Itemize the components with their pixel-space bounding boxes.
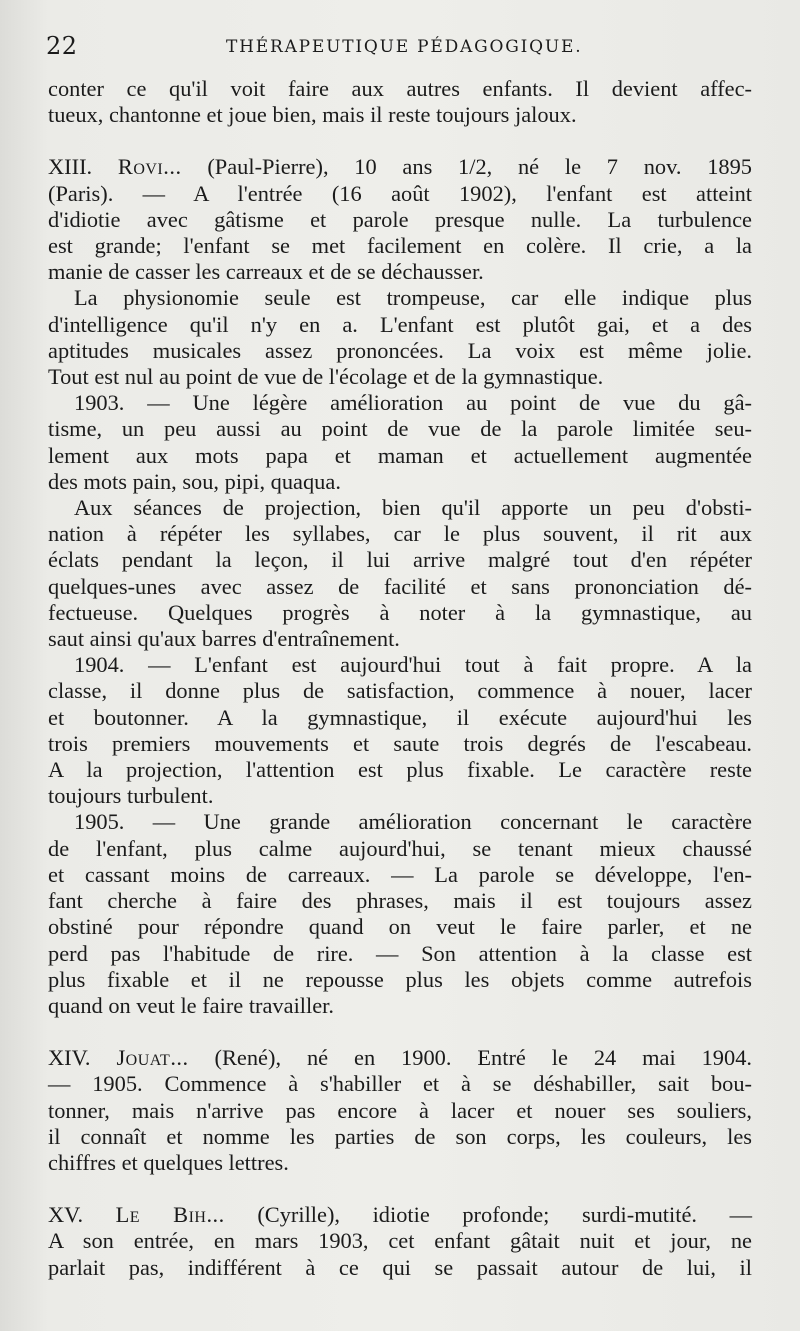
text-line: — 1905. Commence à s'habiller et à se déshabiller, sait bou- [48,1071,752,1097]
text-line: et boutonner. A la gymnastique, il exécute aujourd'hui les [48,704,752,730]
paragraph-1904 [48,652,752,809]
text-line: toujours turbulent. [48,783,214,809]
text-line: A son entrée, en mars 1903, cet enfant gâtait nuit et jour, ne [48,1228,752,1254]
text-line: quelques-unes avec assez de facilité et sans prononciation dé- [48,573,752,599]
text-line: de l'enfant, plus calme aujourd'hui, se tenant mieux chaussé [48,835,752,861]
text-line: chiffres et quelques lettres. [48,1149,289,1175]
paragraph-projection [48,495,752,652]
patient-name: Jouat... [116,1045,189,1071]
line-rest: (Paul-Pierre), 10 ans 1/2, né le 7 nov. 1895 [207,154,752,180]
text-line [48,1045,752,1071]
text-line: perd pas l'habitude de rire. — Son attention à la classe est [48,940,752,966]
text-line: trois premiers mouvements et saute trois degrés de l'escabeau. [48,730,752,756]
text-line: quand on veut le faire travailler. [48,992,334,1018]
text-line: d'intelligence qu'il n'y en a. L'enfant est plutôt gai, et a des [48,311,752,337]
case-xiv [48,1045,752,1176]
patient-name: Rovi... [117,154,182,180]
paragraph-physionomie [48,285,752,390]
page-number: 22 [46,32,78,60]
text-line: fectueuse. Quelques progrès à noter à la gymnastique, au [48,599,752,625]
text-line: plus fixable et il ne repousse plus les objets comme autrefois [48,966,752,992]
running-title: THÉRAPEUTIQUE PÉDAGOGIQUE. [226,37,583,57]
case-number: XV. [48,1202,84,1228]
text-line: A la projection, l'attention est plus fixable. Le caractère reste [48,757,752,783]
text-line: tueux, chantonne et joue bien, mais il reste toujours jaloux. [48,102,577,128]
text-line: conter ce qu'il voit faire aux autres enfants. Il devient affec- [48,76,752,101]
text-line: 1904. — L'enfant est aujourd'hui tout à fait propre. A la [74,652,752,678]
case-xv [48,1202,752,1281]
body-text [48,76,752,1281]
text-line: et cassant moins de carreaux. — La parole se développe, l'en- [48,861,752,887]
text-line: Aux séances de projection, bien qu'il apporte un peu d'obsti- [74,495,752,521]
text-line: 1903. — Une légère amélioration au point de vue du gâ- [74,390,752,416]
text-line: classe, il donne plus de satisfaction, commence à nouer, lacer [48,678,752,704]
text-line: parlait pas, indifférent à ce qui se passait autour de lui, il [48,1254,752,1280]
paragraph-1905 [48,809,752,1019]
text-line: La physionomie seule est trompeuse, car elle indique plus [74,285,752,311]
text-line: fant cherche à faire des phrases, mais il est toujours assez [48,888,752,914]
text-line: tonner, mais n'arrive pas encore à lacer et nouer ses souliers, [48,1097,752,1123]
text-line [48,1202,752,1228]
text-line: saut ainsi qu'aux barres d'entraînement. [48,626,400,652]
text-line: 1905. — Une grande amélioration concernant le caractère [74,809,752,835]
paragraph-continuation [48,76,752,128]
text-line: il connaît et nomme les parties de son corps, les couleurs, les [48,1123,752,1149]
text-line: obstiné pour répondre quand on veut le faire parler, et ne [48,914,752,940]
text-line: nation à répéter les syllabes, car le plus souvent, il rit aux [48,521,752,547]
text-line: tisme, un peu aussi au point de vue de la parole limitée seu- [48,416,752,442]
text-line: aptitudes musicales assez prononcées. La voix est même jolie. [48,337,752,363]
text-line: (Paris). — A l'entrée (16 août 1902), l'enfant est atteint [48,180,752,206]
text-line: manie de casser les carreaux et de se déchausser. [48,259,484,285]
case-number: XIII. [48,154,93,180]
text-line: d'idiotie avec gâtisme et parole presque nulle. La turbulence [48,206,752,232]
patient-name: Le Bih... [115,1202,225,1228]
page-header [46,32,752,62]
text-line: Tout est nul au point de vue de l'écolage et de la gymnastique. [48,364,604,390]
paragraph-1903 [48,390,752,495]
text-line: est grande; l'enfant se met facilement en colère. Il crie, a la [48,233,752,259]
text-line: éclats pendant la leçon, il lui arrive malgré tout d'en répéter [48,547,752,573]
text-line: des mots pain, sou, pipi, quaqua. [48,468,341,494]
case-number: XIV. [48,1045,91,1071]
text-line [48,154,752,180]
text-line: lement aux mots papa et maman et actuellement augmentée [48,442,752,468]
line-rest: (Cyrille), idiotie profonde; surdi-mutité. — [257,1202,752,1228]
line-rest: (René), né en 1900. Entré le 24 mai 1904. [214,1045,752,1071]
case-xiii [48,154,752,285]
